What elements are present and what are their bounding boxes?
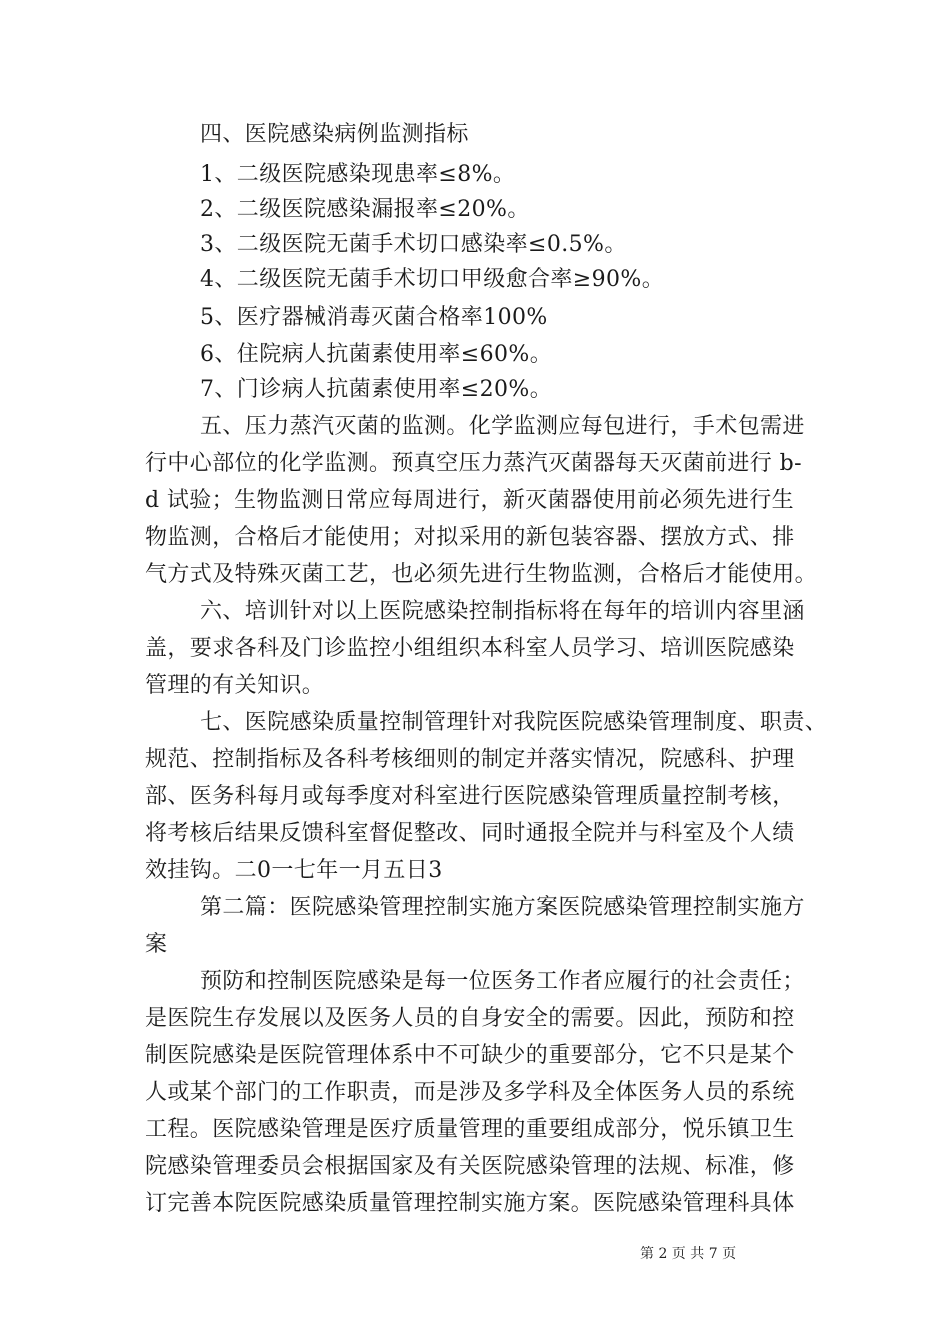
section-heading-4: 四、医院感染病例监测指标 bbox=[200, 122, 469, 147]
text-line: 部、医务科每月或每季度对科室进行医院感染管理质量控制考核， bbox=[145, 784, 795, 809]
text-line: 4、二级医院无菌手术切口甲级愈合率≥90%。 bbox=[200, 267, 665, 292]
text-line: 5、医疗器械消毒灭菌合格率100% bbox=[200, 305, 548, 330]
text-line: 效挂钩。二0一七年一月五日3 bbox=[145, 858, 443, 883]
text-line: 工程。医院感染管理是医疗质量管理的重要组成部分，悦乐镇卫生 bbox=[145, 1117, 795, 1142]
text-line: 人或某个部门的工作职责，而是涉及多学科及全体医务人员的系统 bbox=[145, 1080, 795, 1105]
text-line: 气方式及特殊灭菌工艺，也必须先进行生物监测，合格后才能使用。 bbox=[145, 562, 818, 587]
text-line: 预防和控制医院感染是每一位医务工作者应履行的社会责任； bbox=[200, 969, 805, 994]
text-line: 1、二级医院感染现患率≤8%。 bbox=[200, 162, 516, 187]
text-line: 3、二级医院无菌手术切口感染率≤0.5%。 bbox=[200, 232, 627, 257]
text-line: 订完善本院医院感染质量管理控制实施方案。医院感染管理科具体 bbox=[145, 1191, 795, 1216]
text-line: 行中心部位的化学监测。预真空压力蒸汽灭菌器每天灭菌前进行 b- bbox=[145, 451, 802, 476]
text-line: 物监测，合格后才能使用；对拟采用的新包装容器、摆放方式、排 bbox=[145, 525, 795, 550]
text-line: 2、二级医院感染漏报率≤20%。 bbox=[200, 197, 530, 222]
text-line: 7、门诊病人抗菌素使用率≤20%。 bbox=[200, 377, 553, 402]
text-line: 五、压力蒸汽灭菌的监测。化学监测应每包进行，手术包需进 bbox=[200, 414, 805, 439]
text-line: 是医院生存发展以及医务人员的自身安全的需要。因此，预防和控 bbox=[145, 1006, 795, 1031]
text-line: 将考核后结果反馈科室督促整改、同时通报全院并与科室及个人绩 bbox=[145, 821, 795, 846]
text-line: 盖，要求各科及门诊监控小组组织本科室人员学习、培训医院感染 bbox=[145, 636, 795, 661]
text-line: 六、培训针对以上医院感染控制指标将在每年的培训内容里涵 bbox=[200, 599, 805, 624]
text-line: 6、住院病人抗菌素使用率≤60%。 bbox=[200, 342, 553, 367]
text-line: 管理的有关知识。 bbox=[145, 673, 325, 698]
text-line: 规范、控制指标及各科考核细则的制定并落实情况，院感科、护理 bbox=[145, 747, 795, 772]
text-line: 院感染管理委员会根据国家及有关医院感染管理的法规、标准，修 bbox=[145, 1154, 795, 1179]
page-number: 第 2 页 共 7 页 bbox=[640, 1246, 737, 1262]
text-line: 七、医院感染质量控制管理针对我院医院感染管理制度、职责、 bbox=[200, 710, 828, 735]
text-line: 制医院感染是医院管理体系中不可缺少的重要部分，它不只是某个 bbox=[145, 1043, 795, 1068]
chapter-heading: 第二篇：医院感染管理控制实施方案医院感染管理控制实施方 bbox=[200, 895, 805, 920]
chapter-heading-continued: 案 bbox=[145, 932, 168, 957]
text-line: d 试验；生物监测日常应每周进行，新灭菌器使用前必须先进行生 bbox=[145, 488, 795, 513]
